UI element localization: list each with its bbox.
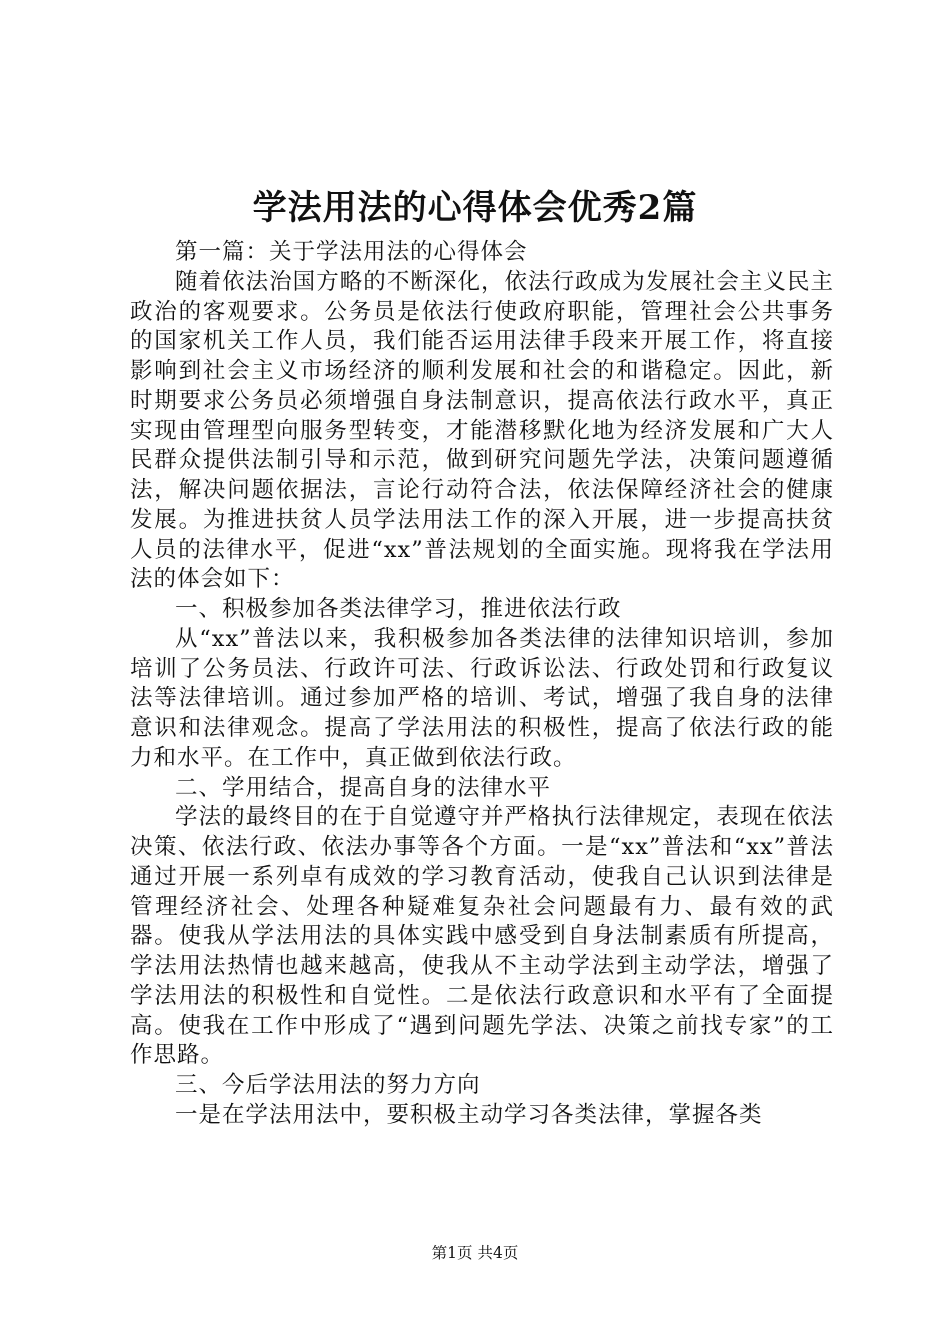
body-paragraph: 一是在学法用法中，要积极主动学习各类法律，掌握各类 bbox=[175, 1101, 763, 1128]
section-heading: 一、积极参加各类法律学习，推进依法行政 bbox=[175, 596, 622, 622]
section-heading: 三、今后学法用法的努力方向 bbox=[175, 1072, 481, 1098]
document-title: 学法用法的心得体会优秀2篇 bbox=[252, 188, 698, 228]
document-body bbox=[130, 238, 834, 1131]
page-footer: 第1页 共4页 bbox=[431, 1244, 519, 1262]
body-paragraph: 随着依法治国方略的不断深化，依法行政成为发展社会主义民主政治的客观要求。公务员是依法行使政府职能，管理社会公共事务的国家机关工作人员，我们能否运用法律手段来开展工作，将直接影响到社会主义市场经济的顺利发展和社会的和谐稳定。因此，新时期要求公务员必须增强自身法制意识，提高依法行政水平，真正实现由管理型向服务型转变，才能潜移默化地为经济发展和广大人民群众提供法制引导和示范，做到研究问题先学法，决策问题遵循法，解决问题依据法，言论行动符合法，依法保障经济社会的健康发展。为推进扶贫人员学法用法工作的深入开展，进一步提高扶贫人员的法律水平，促进“xx”普法规划的全面实施。现将我在学法用法的体会如下： bbox=[130, 268, 834, 593]
body-paragraph: 从“xx”普法以来，我积极参加各类法律的法律知识培训，参加培训了公务员法、行政许可法、行政诉讼法、行政处罚和行政复议法等法律培训。通过参加严格的培训、考试，增强了我自身的法律意识和法律观念。提高了学法用法的积极性，提高了依法行政的能力和水平。在工作中，真正做到依法行政。 bbox=[130, 625, 834, 771]
section-heading: 第一篇：关于学法用法的心得体会 bbox=[175, 239, 528, 265]
section-heading: 二、学用结合，提高自身的法律水平 bbox=[175, 774, 552, 801]
body-paragraph: 学法的最终目的在于自觉遵守并严格执行法律规定，表现在依法决策、依法行政、依法办事等各个方面。一是“xx”普法和“xx”普法通过开展一系列卓有成效的学习教育活动，使我自己认识到法律是管理经济社会、处理各种疑难复杂社会问题最有力、最有效的武器。使我从学法用法的具体实践中感受到自身法制素质有所提高，学法用法热情也越来越高，使我从不主动学法到主动学法，增强了学法用法的积极性和自觉性。二是依法行政意识和水平有了全面提高。使我在工作中形成了“遇到问题先学法、决策之前找专家”的工作思路。 bbox=[130, 804, 834, 1069]
